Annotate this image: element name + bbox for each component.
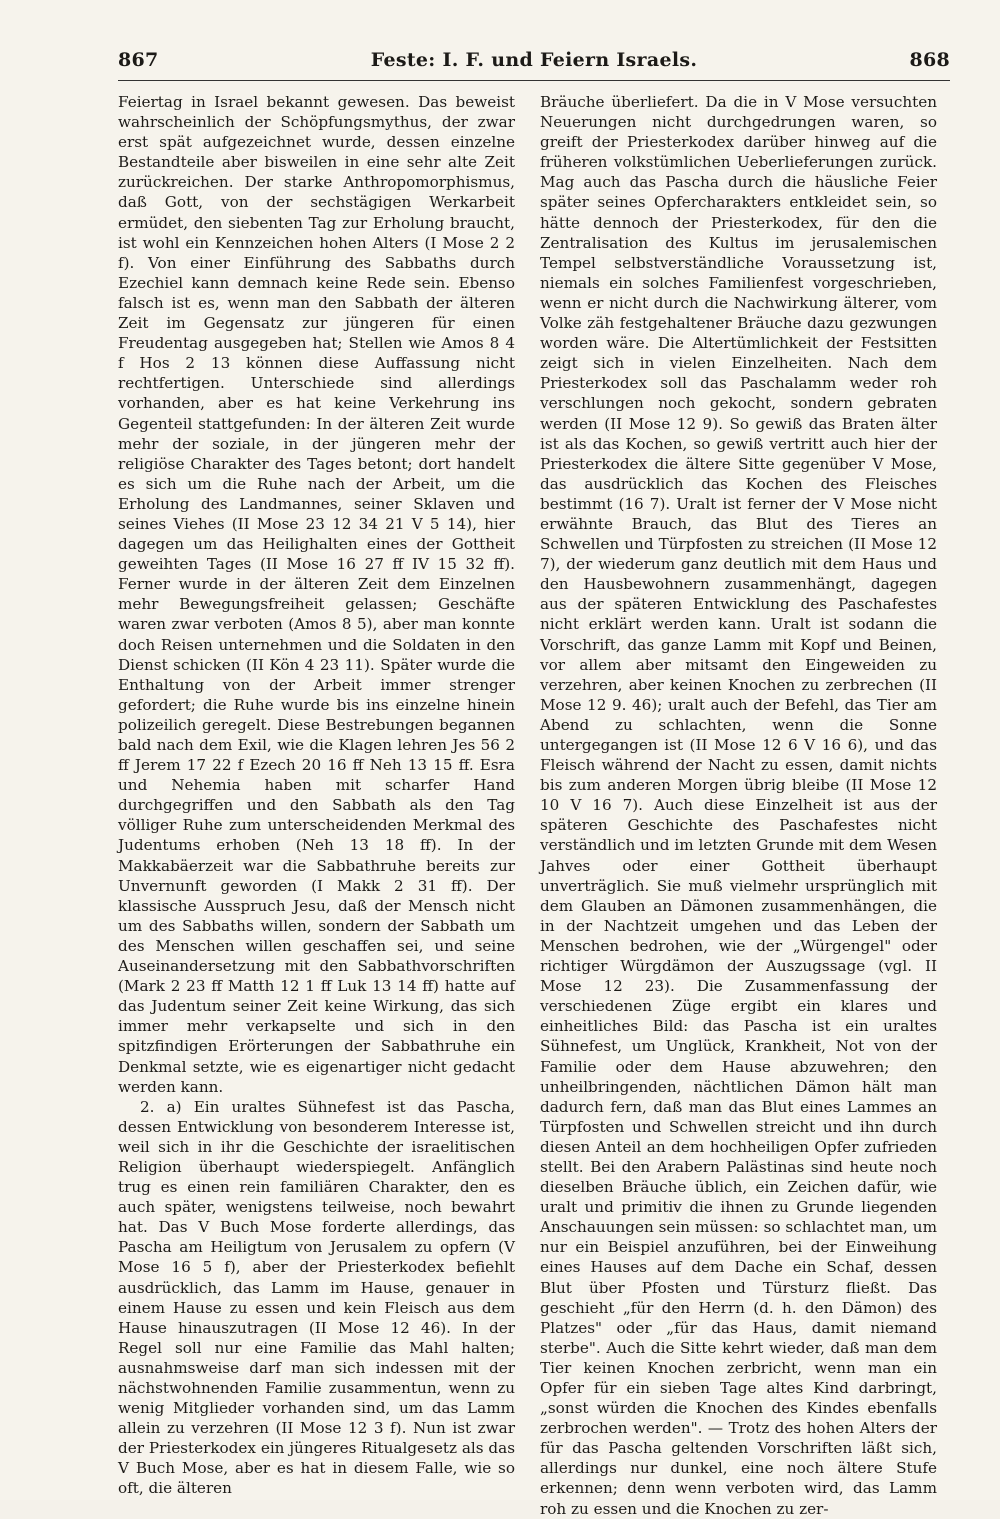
page-number-left: 867 [118, 49, 159, 71]
page-number-right: 868 [909, 49, 950, 71]
page-header [118, 40, 950, 80]
left-paragraph-1: Feiertag in Israel bekannt gewesen. Das beweist wahrscheinlich der Schöpfungsmythus, der zwar erst spät aufgezeichnet wurde, dessen einzelne Bestandteile aber bisweilen in eine sehr alte Zeit zurückreichen. Der starke Anthropomorphismus, daß Gott, von der sechstägigen Werkarbeit ermüdet, den siebenten Tag zur Erholung braucht, ist wohl ein Kennzeichen hohen Alters (I Mose 2 2 f). Von einer Einführung des Sabbaths durch Ezechiel kann demnach keine Rede sein. Ebenso falsch ist es, wenn man den Sabbath der älteren Zeit im Gegensatz zur jüngeren für einen Freudentag ausgegeben hat; Stellen wie Amos 8 4 f Hos 2 13 können diese Auffassung nicht rechtfertigen. Unterschiede sind allerdings vorhanden, aber es hat keine Verkehrung ins Gegenteil stattgefunden: In der älteren Zeit wurde mehr der soziale, in der jüngeren mehr der religiöse Charakter des Tages betont; dort handelt es sich um die Ruhe nach der Arbeit, um die Erholung des Landmannes, seiner Sklaven und seines Viehes (II Mose 23 12 34 21 V 5 14), hier dagegen um das Heilighalten eines der Gottheit geweihten Tages (II Mose 16 27 ff IV 15 32 ff). Ferner wurde in der älteren Zeit dem Einzelnen mehr Bewegungsfreiheit gelassen; Geschäfte waren zwar verboten (Amos 8 5), aber man konnte doch Reisen unternehmen und die Soldaten in den Dienst schicken (II Kön 4 23 11). Später wurde die Enthaltung von der Arbeit immer strenger gefordert; die Ruhe wurde bis ins einzelne hinein polizeilich geregelt. Diese Bestrebungen begannen bald nach dem Exil, wie die Klagen lehren Jes 56 2 ff Jerem 17 22 f Ezech 20 16 ff Neh 13 15 ff. Esra und Nehemia haben mit scharfer Hand durchgegriffen und den Sabbath als den Tag völliger Ruhe zum unterscheidenden Merkmal des Judentums erhoben (Neh 13 18 ff). In der Makkabäerzeit war die Sabbathruhe bereits zur Unvernunft geworden (I Makk 2 31 ff). Der klassische Ausspruch Jesu, daß der Mensch nicht um des Sabbaths willen, sondern der Sabbath um des Menschen willen geschaffen sei, und seine Auseinandersetzung mit den Sabbathvorschriften (Mark 2 23 ff Matth 12 1 ff Luk 13 14 ff) hatte auf das Judentum seiner Zeit keine Wirkung, das sich immer mehr verkapselte und sich in den spitzfindigen Erörterungen der Sabbathruhe ein Denkmal setzte, wie es eigenartiger nicht gedacht werden kann. [118, 93, 515, 1096]
header-rule [118, 80, 950, 81]
left-column [118, 92, 515, 1498]
left-paragraph-2: 2. a) Ein uraltes Sühnefest ist das Pascha, dessen Entwicklung von besonderem Interesse ist, weil sich in ihr die Geschichte der israelitischen Religion überhaupt wiederspiegelt. Anfänglich trug es einen rein familiären Charakter, den es auch später, wenigstens teilweise, noch bewahrt hat. Das V Buch Mose forderte allerdings, das Pascha am Heiligtum von Jerusalem zu opfern (V Mose 16 5 f), aber der Priesterkodex befiehlt ausdrücklich, das Lamm im Hause, genauer in einem Hause zu essen und kein Fleisch aus dem Hause hinauszutragen (II Mose 12 46). In der Regel soll nur eine Familie das Mahl halten; ausnahmsweise darf man sich indessen mit der nächstwohnenden Familie zusammentun, wenn zu wenig Mitglieder vorhanden sind, um das Lamm allein zu verzehren (II Mose 12 3 f). Nun ist zwar der Priesterkodex ein jüngeres Ritualgesetz als das V Buch Mose, aber es hat in diesem Falle, wie so oft, die älteren [118, 1097, 515, 1498]
right-column [540, 92, 937, 1518]
right-paragraph-1: Bräuche überliefert. Da die in V Mose versuchten Neuerungen nicht durchgedrungen waren, so greift der Priesterkodex darüber hinweg auf die früheren volkstümlichen Ueberlieferungen zurück. Mag auch das Pascha durch die häusliche Feier später seines Opfercharakters entkleidet sein, so hätte dennoch der Priesterkodex, für den die Zentralisation des Kultus im jerusalemischen Tempel selbstverständliche Voraussetzung ist, niemals ein solches Familienfest vorgeschrieben, wenn er nicht durch die Nachwirkung älterer, vom Volke zäh festgehaltener Bräuche dazu gezwungen worden wäre. Die Altertümlichkeit der Festsitten zeigt sich in vielen Einzelheiten. Nach dem Priesterkodex soll das Paschalamm weder roh verschlungen noch gekocht, sondern gebraten werden (II Mose 12 9). So gewiß das Braten älter ist als das Kochen, so gewiß vertritt auch hier der Priesterkodex die ältere Sitte gegenüber V Mose, das ausdrücklich das Kochen des Fleisches bestimmt (16 7). Uralt ist ferner der V Mose nicht erwähnte Brauch, das Blut des Tieres an Schwellen und Türpfosten zu streichen (II Mose 12 7), der wiederum ganz deutlich mit dem Haus und den Hausbewohnern zusammenhängt, dagegen aus der späteren Entwicklung des Paschafestes nicht erklärt werden kann. Uralt ist sodann die Vorschrift, das ganze Lamm mit Kopf und Beinen, vor allem aber mitsamt den Eingeweiden zu verzehren, aber keinen Knochen zu zerbrechen (II Mose 12 9. 46); uralt auch der Befehl, das Tier am Abend zu schlachten, wenn die Sonne untergegangen ist (II Mose 12 6 V 16 6), und das Fleisch während der Nacht zu essen, damit nichts bis zum anderen Morgen übrig bleibe (II Mose 12 10 V 16 7). Auch diese Einzelheit ist aus der späteren Geschichte des Paschafestes nicht verständlich und im letzten Grunde mit dem Wesen Jahves oder einer Gottheit überhaupt unverträglich. Sie muß vielmehr ursprünglich mit dem Glauben an Dämonen zusammenhängen, die in der Nachtzeit umgehen und das Leben der Menschen bedrohen, wie der „Würgengel" oder richtiger Würgdämon der Auszugssage (vgl. II Mose 12 23). Die Zusammenfassung der verschiedenen Züge ergibt ein klares und einheitliches Bild: das Pascha ist ein uraltes Sühnefest, um Unglück, Krankheit, Not von der Familie oder dem Hause abzuwehren; den unheilbringenden, nächtlichen Dämon hält man dadurch fern, daß man das Blut eines Lammes an Türpfosten und Schwellen streicht und ihn durch diesen Anteil an dem hochheiligen Opfer zufrieden stellt. Bei den Arabern Palästinas sind heute noch dieselben Bräuche üblich, ein Zeichen dafür, wie uralt und primitiv die ihnen zu Grunde liegenden Anschauungen sein müssen: so schlachtet man, um nur ein Beispiel anzuführen, bei der Einweihung eines Hauses auf dem Dache ein Schaf, dessen Blut über Pfosten und Türsturz fließt. Das geschieht „für den Herrn (d. h. den Dämon) des Platzes" oder „für das Haus, damit niemand sterbe". Auch die Sitte kehrt wieder, daß man dem Tier keinen Knochen zerbricht, wenn man ein Opfer für ein sieben Tage altes Kind darbringt, „sonst würden die Knochen des Kindes ebenfalls zerbrochen werden". — Trotz des hohen Alters der für das Pascha geltenden Vorschriften läßt sich, allerdings nur dunkel, eine noch ältere Stufe erkennen; denn wenn verboten wird, das Lamm roh zu essen und die Knochen zu zer- [540, 93, 937, 1518]
running-title: Feste: I. F. und Feiern Israels. [370, 49, 698, 71]
